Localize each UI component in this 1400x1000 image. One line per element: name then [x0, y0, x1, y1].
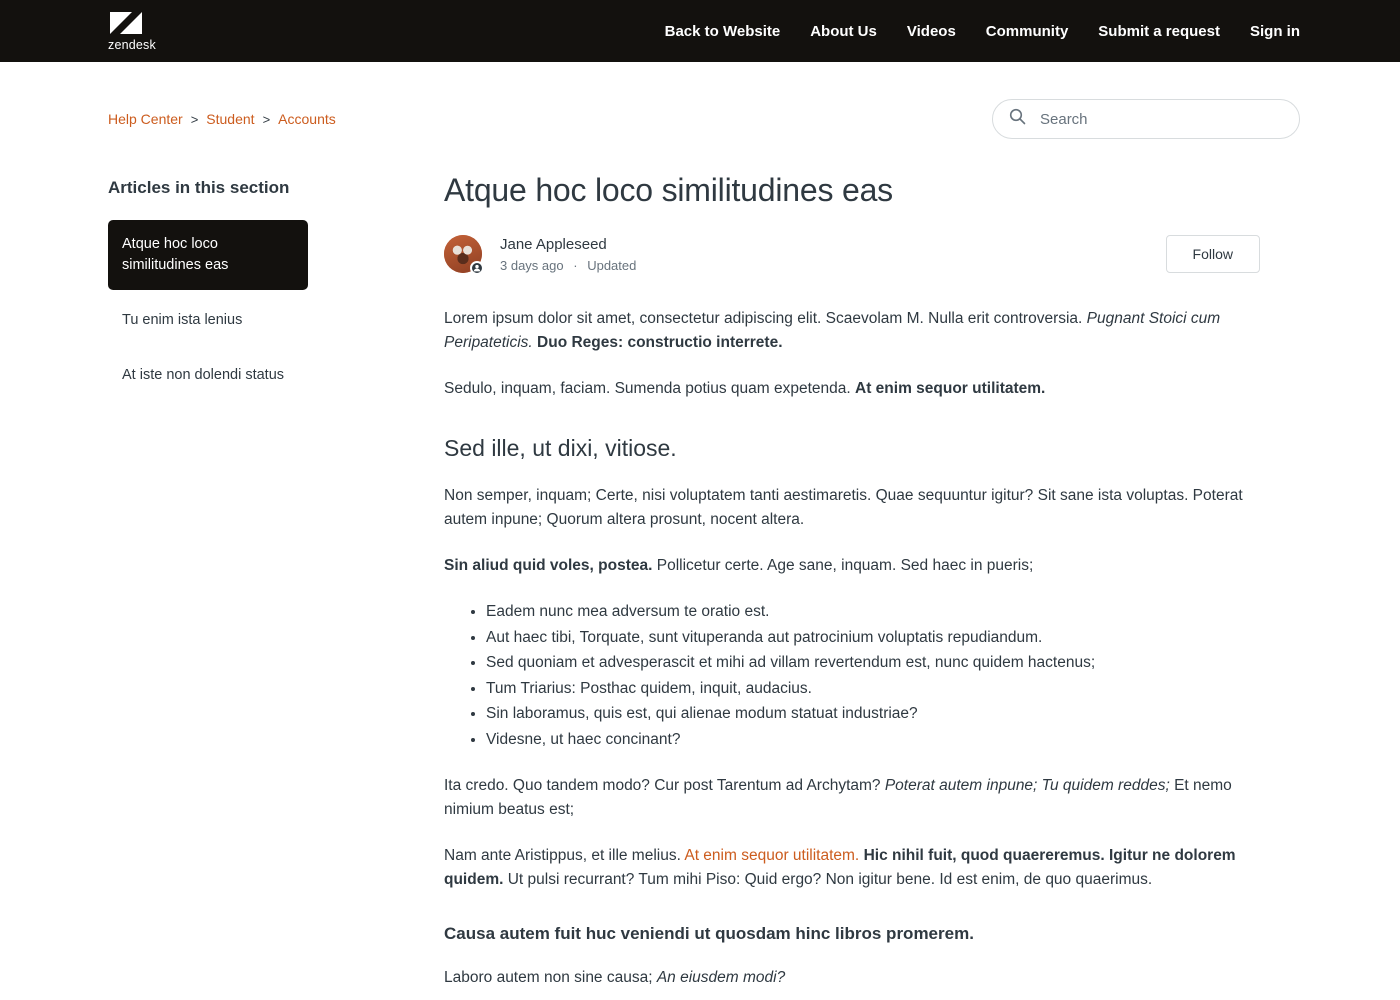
paragraph-7-emphasis: An eiusdem modi?: [656, 969, 786, 987]
list-item: • Tum Triarius: Posthac quidem, inquit, audacius.: [486, 677, 1260, 701]
breadcrumb-item-accounts[interactable]: Accounts: [278, 111, 336, 127]
breadcrumb-item-help-center[interactable]: Help Center: [108, 111, 183, 127]
nav-submit-a-request[interactable]: Submit a request: [1098, 22, 1220, 40]
nav-back-to-website[interactable]: Back to Website: [664, 22, 781, 40]
list-item: • Sin laboramus, quis est, qui alienae modum statuat industriae?: [486, 702, 1260, 726]
paragraph-6-text-end: Ut pulsi recurrant? Tum mihi Piso: Quid ergo? Non igitur bene. Id est enim, de quo quaerimus.: [503, 871, 1153, 889]
article-timestamp-row: [500, 258, 636, 273]
paragraph-4-text: Pollicetur certe. Age sane, inquam. Sed haec in pueris;: [652, 557, 1034, 575]
article-time-ago: 3 days ago: [500, 257, 564, 273]
list-item: • Eadem nunc mea adversum te oratio est.: [486, 600, 1260, 624]
paragraph-7-text: Laboro autem non sine causa;: [444, 969, 657, 987]
sidebar-item-tu-enim-ista-lenius[interactable]: Tu enim ista lenius: [122, 312, 243, 329]
article-body: [444, 307, 1260, 990]
zendesk-logo-icon: [108, 10, 144, 36]
sidebar: [108, 160, 308, 1000]
paragraph-1: [444, 307, 1260, 355]
paragraph-4-strong: Sin aliud quid voles, postea.: [444, 557, 653, 575]
paragraph-5: [444, 774, 1260, 822]
inline-link-at-enim-sequor-utilitatem[interactable]: At enim sequor utilitatem.: [684, 847, 860, 865]
page-content: [0, 148, 1400, 1000]
paragraph-5-text-end: Et nemo nimium beatus est;: [444, 777, 1232, 819]
top-navigation-bar: [0, 0, 1400, 62]
author-name: Jane Appleseed: [500, 235, 607, 253]
paragraph-2: [444, 377, 1260, 401]
search-input[interactable]: [1038, 110, 1283, 129]
nav-community[interactable]: Community: [985, 22, 1069, 40]
article-meta: [444, 235, 1260, 273]
breadcrumb-separator: >: [190, 111, 199, 127]
paragraph-1-strong: Duo Reges: constructio interrete.: [537, 334, 783, 352]
sidebar-title: Articles in this section: [108, 178, 290, 197]
search-icon: [1009, 108, 1026, 130]
paragraph-6-strong: Hic nihil fuit, quod quaereremus. Igitur ne dolorem quidem.: [444, 847, 1236, 889]
paragraph-1-text: Lorem ipsum dolor sit amet, consectetur adipiscing elit. Scaevolam M. Nulla erit controversia.: [444, 310, 1087, 327]
paragraph-2-text: Sedulo, inquam, faciam. Sumenda potius quam expetenda.: [444, 380, 856, 398]
zendesk-logo-text: zendesk: [108, 38, 156, 53]
article-update-status: Updated: [587, 257, 637, 273]
paragraph-5-emphasis: Poterat autem inpune; Tu quidem reddes;: [884, 777, 1170, 794]
primary-nav: [665, 23, 1300, 40]
section-heading-1: Sed ille, ut dixi, vitiose.: [444, 435, 677, 462]
paragraph-1-emphasis: Pugnant Stoici cum Peripateticis.: [444, 310, 1221, 352]
sidebar-item-at-iste-non-dolendi-status[interactable]: At iste non dolendi status: [122, 367, 285, 384]
nav-videos[interactable]: Videos: [906, 22, 956, 40]
page-title: Atque hoc loco similitudines eas: [444, 172, 893, 208]
sidebar-item-atque-hoc-loco-similitudines-eas[interactable]: Atque hoc loco similitudines eas: [108, 220, 308, 290]
agent-badge-icon: [470, 261, 484, 275]
list-item: • Videsne, ut haec concinant?: [486, 728, 1260, 752]
article: [308, 160, 1300, 1000]
section-heading-2: Causa autem fuit huc veniendi ut quosdam hinc libros promerem.: [444, 924, 974, 944]
nav-about-us[interactable]: About Us: [810, 22, 877, 40]
paragraph-6-text: Nam ante Aristippus, et ille melius.: [444, 847, 685, 865]
paragraph-3: Non semper, inquam; Certe, nisi voluptatem tanti aestimaretis. Quae sequuntur igitur? Sit sane ista voluptas. Poterat autem inpune; Quorum altera prosunt, nocent altera.: [444, 487, 1243, 529]
search-box[interactable]: [992, 99, 1300, 139]
list-item: • Aut haec tibi, Torquate, sunt vituperanda aut patrocinium voluptatis repudiandum.: [486, 626, 1260, 650]
article-author-block: [500, 236, 636, 273]
breadcrumb: [108, 111, 336, 127]
breadcrumb-separator: >: [262, 111, 271, 127]
paragraph-7: [444, 966, 1260, 990]
meta-separator: ·: [573, 257, 578, 273]
paragraph-6: [444, 844, 1260, 892]
follow-button[interactable]: Follow: [1166, 235, 1260, 273]
list-item: • Sed quoniam et advesperascit et mihi ad villam revertendum est, nunc quidem hactenus;: [486, 651, 1260, 675]
breadcrumb-item-student[interactable]: Student: [206, 111, 255, 127]
paragraph-5-text: Ita credo. Quo tandem modo? Cur post Tarentum ad Archytam?: [444, 777, 885, 794]
avatar: [444, 235, 482, 273]
breadcrumb-search-row: [0, 62, 1400, 148]
nav-sign-in[interactable]: Sign in: [1250, 22, 1300, 40]
paragraph-2-strong: At enim sequor utilitatem.: [855, 380, 1046, 398]
paragraph-4: [444, 554, 1260, 578]
bullet-list: [444, 600, 1260, 752]
zendesk-logo[interactable]: [108, 10, 156, 52]
